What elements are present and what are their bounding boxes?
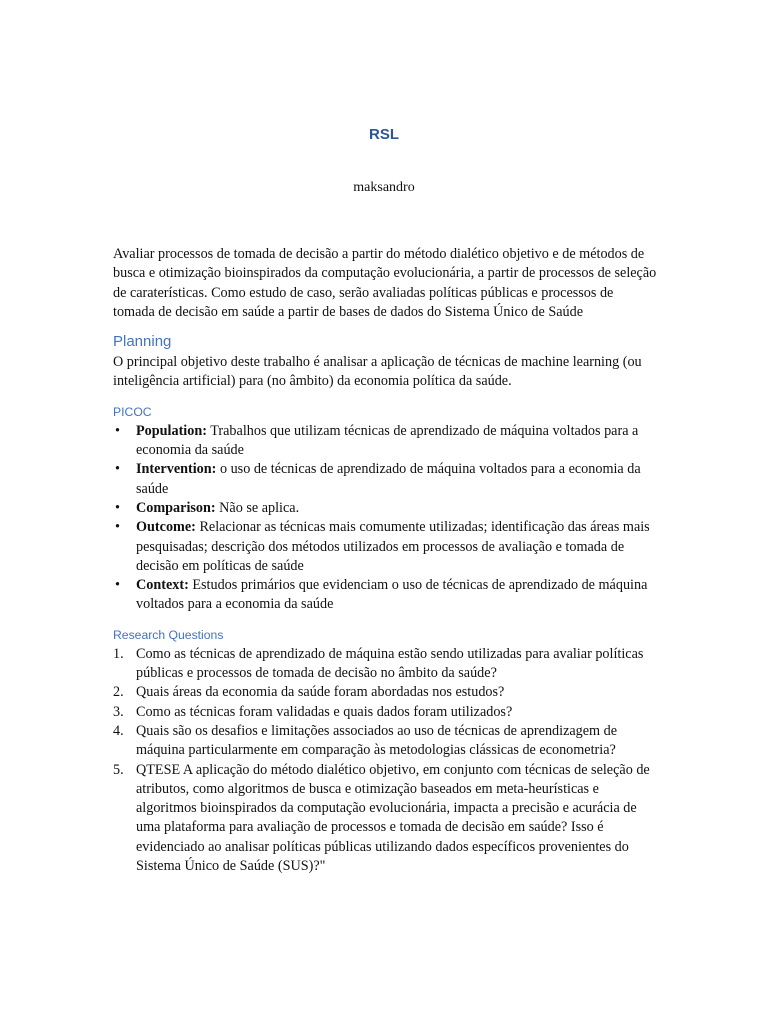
bullet-icon: •: [115, 422, 120, 439]
picoc-item-intervention: [113, 460, 658, 499]
picoc-item-population: [113, 422, 658, 461]
question-text: QTESE A aplicação do método dialético objetivo, em conjunto com técnicas de seleção de atributos, como algoritmos de busca e otimização baseados em meta-heurísticas e algoritmos bioinspirados da computação evolucionária, impacta a precisão e acurácia de uma plataforma para avaliação de processos e tomada de decisão em saúde? Isso é evidenciado ao analisar políticas públicas utilizando dados específicos provenientes do Sistema Único de Saúde (SUS)?": [136, 761, 650, 875]
bullet-icon: •: [115, 519, 120, 536]
picoc-text: o uso de técnicas de aprendizado de máquina voltados para a economia da saúde: [136, 461, 641, 497]
research-question-item: [113, 683, 658, 702]
bullet-icon: •: [115, 461, 120, 478]
question-number: 2.: [113, 684, 124, 701]
question-number: 1.: [113, 645, 124, 662]
picoc-list: [113, 422, 658, 615]
document-title: RSL: [369, 126, 399, 143]
document-author: maksandro: [353, 180, 415, 195]
research-question-item: [113, 722, 658, 761]
question-text: Como as técnicas foram validadas e quais dados foram utilizados?: [136, 703, 513, 720]
picoc-label: Context:: [136, 577, 189, 594]
picoc-label: Intervention:: [136, 461, 217, 478]
picoc-heading: PICOC: [113, 404, 152, 419]
picoc-text: Não se aplica.: [215, 499, 300, 516]
bullet-icon: •: [115, 577, 120, 594]
planning-heading: Planning: [113, 333, 172, 351]
picoc-label: Comparison:: [136, 499, 216, 516]
picoc-text: Relacionar as técnicas mais comumente utilizadas; identificação das áreas mais pesquisadas; descrição dos métodos utilizados em processos de avaliação e tomada de decisão em políticas de saúde: [136, 519, 650, 574]
research-question-item: [113, 645, 658, 684]
research-question-item: [113, 761, 658, 877]
abstract-paragraph: Avaliar processos de tomada de decisão a partir do método dialético objetivo e de métodos de busca e otimização bioinspirados da computação evolucionária, a partir de processos de seleção de caraterísticas. Como estudo de caso, serão avaliadas políticas públicas e processos de tomada de decisão em saúde a partir de bases de dados do Sistema Único de Saúde: [113, 246, 657, 320]
research-questions-heading: Research Questions: [113, 627, 224, 642]
picoc-item-context: [113, 576, 658, 615]
question-number: 4.: [113, 722, 124, 739]
picoc-item-outcome: [113, 518, 658, 576]
research-question-item: [113, 703, 658, 722]
bullet-icon: •: [115, 499, 120, 516]
question-text: Quais são os desafios e limitações associados ao uso de técnicas de aprendizagem de máquina particularmente em comparação às metodologias clássicas de econometria?: [136, 722, 618, 759]
question-text: Quais áreas da economia da saúde foram abordadas nos estudos?: [136, 684, 505, 701]
planning-objective: O principal objetivo deste trabalho é analisar a aplicação de técnicas de machine learning (ou inteligência artificial) para (no âmbito) da economia política da saúde.: [113, 354, 642, 390]
document-body: [113, 245, 658, 876]
question-number: 5.: [113, 761, 124, 778]
picoc-item-comparison: [113, 499, 658, 518]
picoc-label: Population:: [136, 422, 207, 439]
research-questions-list: [113, 645, 658, 877]
picoc-label: Outcome:: [136, 519, 196, 536]
question-text: Como as técnicas de aprendizado de máquina estão sendo utilizadas para avaliar políticas públicas e processos de tomada de decisão no âmbito da saúde?: [136, 645, 644, 682]
picoc-text: Trabalhos que utilizam técnicas de aprendizado de máquina voltados para a economia da saúde: [136, 422, 639, 459]
question-number: 3.: [113, 703, 124, 720]
picoc-text: Estudos primários que evidenciam o uso de técnicas de aprendizado de máquina voltados para a economia da saúde: [136, 577, 648, 613]
